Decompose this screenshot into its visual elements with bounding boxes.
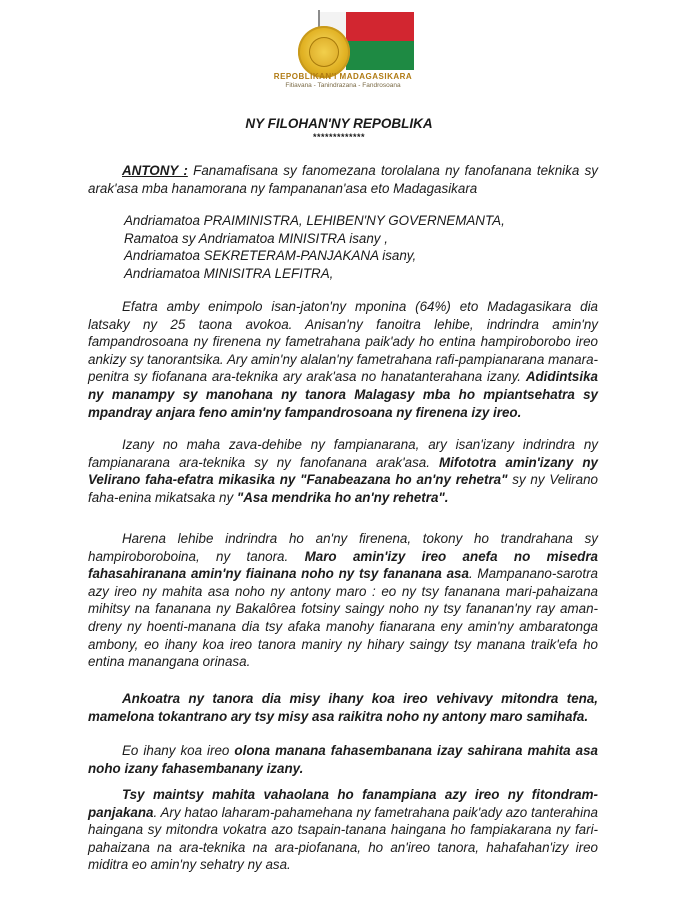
national-seal-icon (298, 26, 350, 78)
paragraph-5-text: Eo ihany koa ireo (122, 743, 230, 758)
paragraph-1-emphasis: Adidintsika ny manampy sy manohana ny tanora Malagasy mba ho mpiantsehatra sy mpandray anjara feno amin'ny fampandrosoana ny firenena izy ireo. (88, 369, 598, 420)
brand-name: REPOBLIKAN'I MADAGASIKARA (273, 72, 413, 81)
brand-motto: Fitiavana - Tanindrazana - Fandrosoana (285, 82, 401, 89)
subject-text: Fanamafisana sy fanomezana torolalana ny fanofanana teknika sy arak'asa mba hanamorana ny fampananan'asa eto Madagasikara (88, 163, 598, 196)
paragraph-6 (88, 786, 598, 874)
addressee-line: Ramatoa sy Andriamatoa MINISITRA isany , (124, 230, 388, 246)
flag-green-band (346, 41, 414, 70)
title-separator: ************* (312, 132, 366, 142)
paragraph-2-end: . (444, 489, 449, 505)
paragraph-2 (88, 436, 598, 506)
paragraph-3-text-1: Harena lehibe indrindra ho an'ny firenena, tokony ho trandrahana sy hampiroboroboina, ny tanora. (88, 531, 598, 564)
paragraph-2-emphasis-2: "Asa mendrika ho an'ny rehetra" (236, 489, 445, 505)
paragraph-2-emphasis-1: Mifototra amin'izany ny Velirano faha-efatra mikasika ny "Fanabeazana ho an'ny rehetra" (88, 454, 598, 488)
paragraph-6-text: . Ary hatao laharam-pahamehana ny fametrahana paik'ady azo tanterahina haingana sy mitondra vokatra azo tsapain-tanana haingana ho fampiakarana ny fari-pahaizana na ara-teknika na ara-piofanana, ho an'ireo tanora, hahafahan'izy ireo miditra eo amin'ny sehatry ny asa. (88, 804, 598, 873)
paragraph-5 (88, 742, 598, 777)
addressee-line: Andriamatoa PRAIMINISTRA, LEHIBEN'NY GOVERNEMANTA, (124, 213, 505, 228)
paragraph-2-mid: sy ny Velirano faha-enina mikatsaka ny (88, 472, 598, 505)
paragraph-1 (88, 298, 598, 421)
brand-block (268, 72, 418, 89)
flag-red-band (346, 12, 414, 41)
paragraph-4 (88, 690, 598, 725)
subject-label: ANTONY : (122, 163, 188, 178)
subject-paragraph (88, 162, 598, 197)
seal-inner-disc (309, 37, 339, 67)
republic-logo (296, 10, 416, 72)
paragraph-3-emphasis: Maro amin'izy ireo anefa no misedra fahasahiranana amin'ny fiainana noho ny tsy fananana asa (88, 548, 598, 582)
paragraph-3-text-2: . Mampanano-sarotra azy ireo ny mahita asa noho ny antony maro : eo ny tsy fananana mari-pahaizana mihitsy na fananana ny Bakalôrea fotsiny saingy noho ny tsy fananan'ny ray aman-dreny ny hoenti-manana dia tsy afaka manohy fianarana eny amin'ny ambaratonga ambony, eo ihany koa ireo tanora maniry ny hihary saingy tsy manana traik'efa ho entina manangana orinasa. (88, 566, 598, 670)
paragraph-1-text: Efatra amby enimpolo isan-jaton'ny mponina (64%) eto Madagasikara dia latsaky ny 25 taona avokoa. Anisan'ny fanoitra lehibe, indrindra amin'ny fampandrosoana ny firenena ny fametrahana paik'ady ho entina hampiroborobo ireo ankizy sy tanorantsika. Ary amin'ny alalan'ny fametrahana rafi-pampianarana manara-penitra sy fiofanana ara-teknika ary arak'asa no hanatanterahana izany. (88, 299, 598, 385)
addressee-line: Andriamatoa SEKRETERAM-PANJAKANA isany, (124, 248, 417, 264)
addressee-line: Andriamatoa MINISITRA LEFITRA, (124, 265, 334, 281)
paragraph-2-text: Izany no maha zava-dehibe ny fampianarana, ary isan'izany indrindra ny fampianarana ara-teknika sy ny fanofanana arak'asa. (88, 437, 598, 470)
addressees-list (124, 212, 584, 282)
page-title: NY FILOHAN'NY REPOBLIKA (245, 116, 433, 131)
paragraph-4-text: Ankoatra ny tanora dia misy ihany koa ireo vehivavy mitondra tena, mamelona tokantrano ary tsy misy asa raikitra noho ny antony maro samihafa. (88, 691, 598, 724)
paragraph-5-emphasis: olona manana fahasembanana izay sahirana mahita asa noho izany fahasembanany izany. (88, 743, 598, 776)
paragraph-6-emphasis: Tsy maintsy mahita vahaolana ho fanampiana azy ireo ny fitondram-panjakana (88, 787, 598, 820)
paragraph-3 (88, 530, 598, 671)
